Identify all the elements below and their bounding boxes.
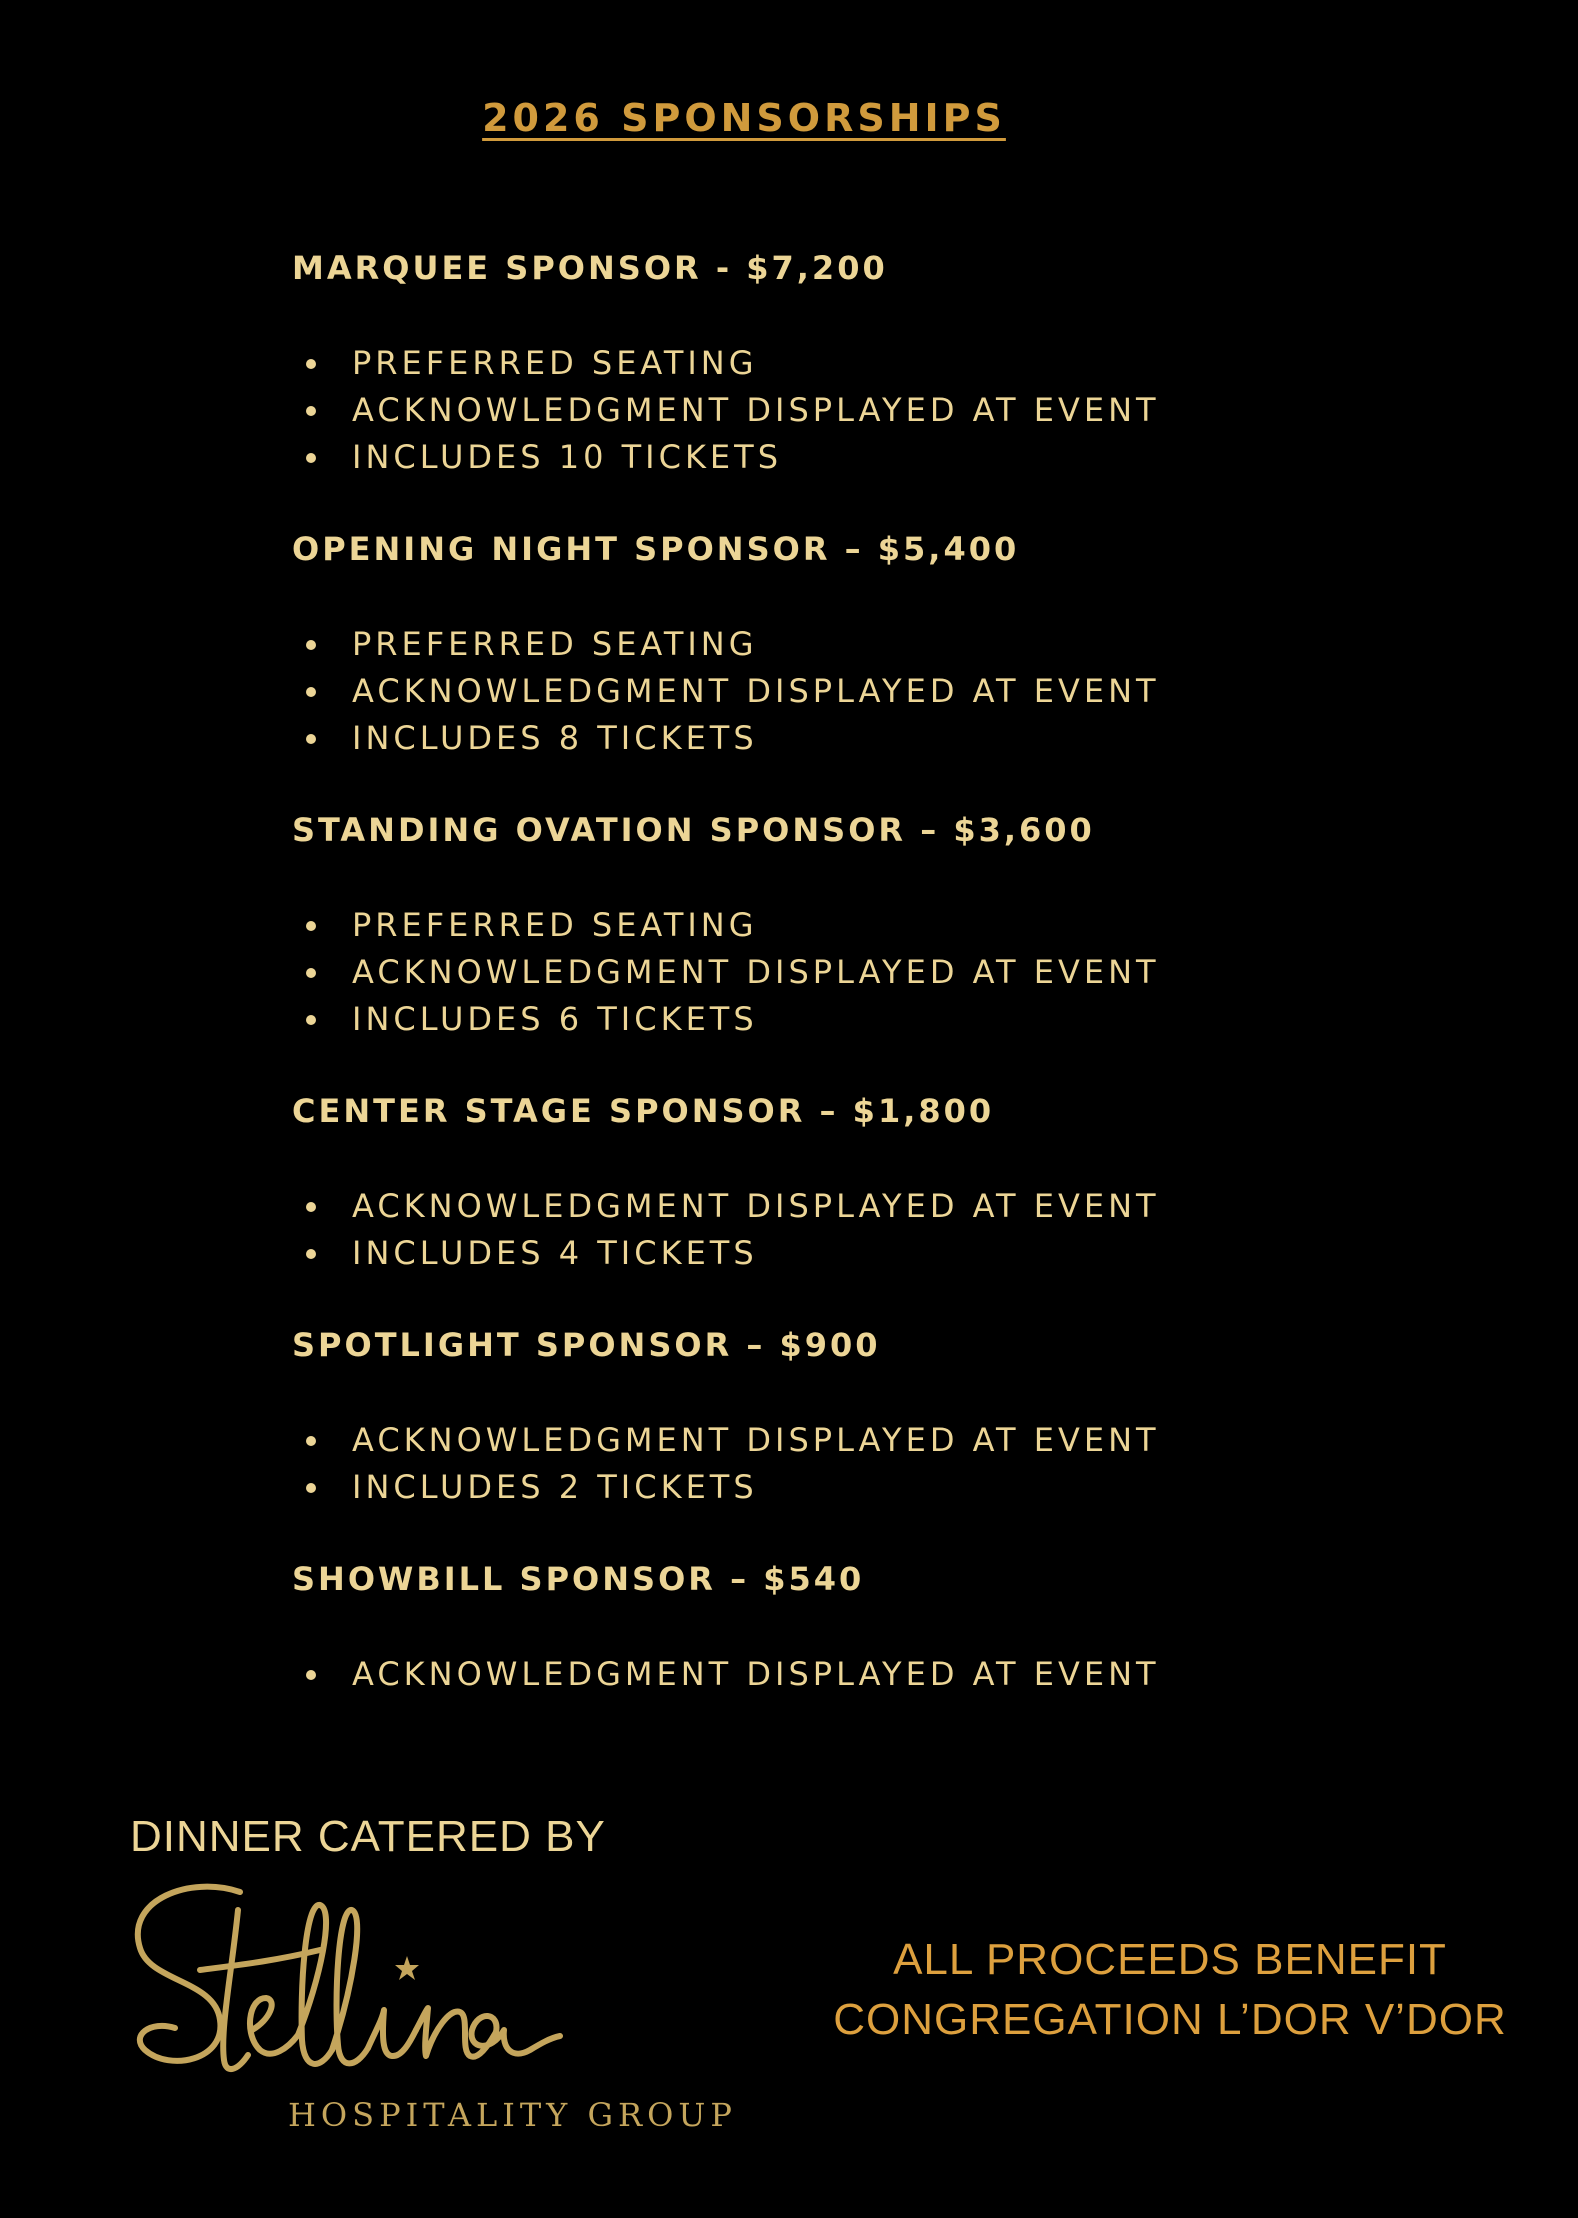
benefit-item (292, 1417, 1342, 1464)
tier-heading: CENTER STAGE SPONSOR – $1,800 (292, 1092, 995, 1130)
benefit-text: ACKNOWLEDGMENT DISPLAYED AT EVENT (352, 672, 1160, 710)
stellina-logo (120, 1870, 590, 2100)
benefit-text: PREFERRED SEATING (352, 625, 758, 663)
benefit-list (292, 902, 1342, 1043)
benefit-item (292, 902, 1342, 949)
benefit-text: INCLUDES 10 TICKETS (352, 438, 782, 476)
bullet-icon (306, 453, 316, 463)
benefit-item (292, 387, 1342, 434)
bullet-icon (306, 1015, 316, 1025)
proceeds-note (800, 1930, 1540, 2050)
sponsor-tier (292, 808, 1342, 1043)
benefit-text: ACKNOWLEDGMENT DISPLAYED AT EVENT (352, 1187, 1160, 1225)
tier-heading: MARQUEE SPONSOR - $7,200 (292, 249, 888, 287)
tier-heading: STANDING OVATION SPONSOR – $3,600 (292, 811, 1095, 849)
sponsor-tier (292, 246, 1342, 481)
bullet-icon (306, 687, 316, 697)
benefit-item (292, 1651, 1342, 1698)
sponsor-tier (292, 1089, 1342, 1277)
benefit-item (292, 621, 1342, 668)
benefit-text: PREFERRED SEATING (352, 344, 758, 382)
bullet-icon (306, 359, 316, 369)
benefit-item (292, 1230, 1342, 1277)
benefit-item (292, 715, 1342, 762)
benefit-text: INCLUDES 8 TICKETS (352, 719, 758, 757)
benefit-text: ACKNOWLEDGMENT DISPLAYED AT EVENT (352, 953, 1160, 991)
bullet-icon (306, 406, 316, 416)
catered-by-label: DINNER CATERED BY (130, 1812, 606, 1861)
bullet-icon (306, 734, 316, 744)
benefit-text: PREFERRED SEATING (352, 906, 758, 944)
benefit-item (292, 434, 1342, 481)
benefit-text: INCLUDES 4 TICKETS (352, 1234, 758, 1272)
sponsorship-tiers (292, 246, 1342, 1744)
sponsor-tier (292, 527, 1342, 762)
benefit-item (292, 668, 1342, 715)
benefit-item (292, 340, 1342, 387)
proceeds-line-1: ALL PROCEEDS BENEFIT (893, 1935, 1447, 1984)
benefit-list (292, 1651, 1342, 1698)
bullet-icon (306, 921, 316, 931)
tier-heading: OPENING NIGHT SPONSOR – $5,400 (292, 530, 1020, 568)
benefit-item (292, 996, 1342, 1043)
logo-subtitle: HOSPITALITY GROUP (288, 2096, 737, 2134)
proceeds-line-2: CONGREGATION L’DOR V’DOR (833, 1995, 1507, 2044)
benefit-text: INCLUDES 2 TICKETS (352, 1468, 758, 1506)
bullet-icon (306, 1249, 316, 1259)
benefit-list (292, 1183, 1342, 1277)
benefit-list (292, 621, 1342, 762)
benefit-list (292, 1417, 1342, 1511)
benefit-item (292, 1183, 1342, 1230)
bullet-icon (306, 1483, 316, 1493)
benefit-text: ACKNOWLEDGMENT DISPLAYED AT EVENT (352, 1421, 1160, 1459)
star-icon (395, 1956, 419, 1980)
page-title: 2026 SPONSORSHIPS (482, 96, 1006, 140)
benefit-text: INCLUDES 6 TICKETS (352, 1000, 758, 1038)
benefit-item (292, 949, 1342, 996)
bullet-icon (306, 1202, 316, 1212)
tier-heading: SHOWBILL SPONSOR – $540 (292, 1560, 865, 1598)
sponsor-tier (292, 1323, 1342, 1511)
benefit-list (292, 340, 1342, 481)
bullet-icon (306, 1670, 316, 1680)
benefit-item (292, 1464, 1342, 1511)
benefit-text: ACKNOWLEDGMENT DISPLAYED AT EVENT (352, 1655, 1160, 1693)
bullet-icon (306, 640, 316, 650)
sponsor-tier (292, 1557, 1342, 1698)
benefit-text: ACKNOWLEDGMENT DISPLAYED AT EVENT (352, 391, 1160, 429)
bullet-icon (306, 968, 316, 978)
tier-heading: SPOTLIGHT SPONSOR – $900 (292, 1326, 881, 1364)
bullet-icon (306, 1436, 316, 1446)
